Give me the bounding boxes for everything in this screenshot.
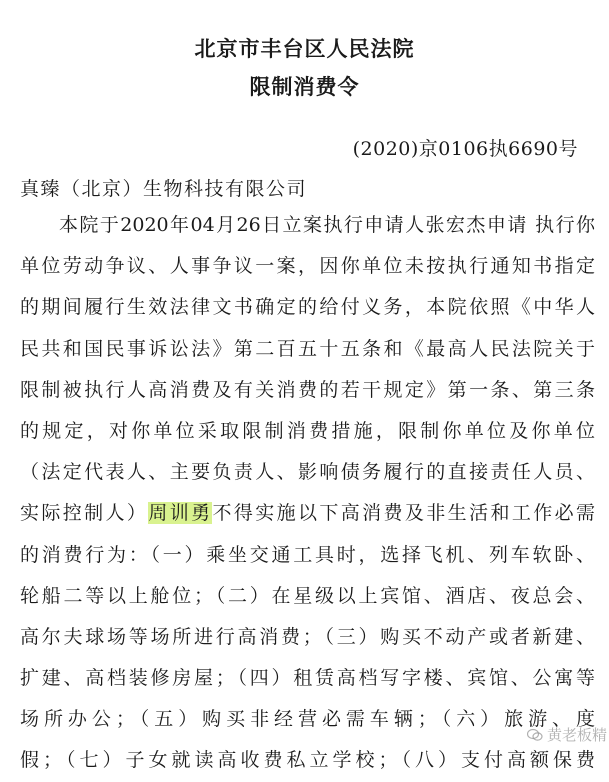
body-line: 限制被执行人高消费及有关消费的若干规定》第一条、第三条 bbox=[20, 378, 595, 401]
order-body bbox=[20, 205, 595, 782]
body-line-highlighted bbox=[20, 493, 595, 534]
order-title: 限制消费令 bbox=[249, 74, 360, 99]
highlighted-name: 周训勇 bbox=[148, 502, 213, 525]
watermark-text: 黄老板精 bbox=[546, 726, 607, 744]
court-name: 北京市丰台区人民法院 bbox=[194, 36, 415, 61]
body-line: 高尔夫球场等场所进行高消费；（三）购买不动产或者新建、 bbox=[20, 625, 595, 648]
body-line: 的规定，对你单位采取限制消费措施，限制你单位及你单位 bbox=[20, 419, 595, 442]
body-line: （法定代表人、主要负责人、影响债务履行的直接责任人员、 bbox=[20, 461, 595, 484]
body-line: 轮船二等以上舱位；（二）在星级以上宾馆、酒店、夜总会、 bbox=[20, 584, 595, 607]
body-line: 民共和国民事诉讼法》第二百五十五条和《最高人民法院关于 bbox=[20, 337, 595, 360]
watermark bbox=[527, 724, 607, 745]
wechat-icon bbox=[527, 728, 543, 742]
line-text-after: 不得实施以下高消费及非生活和工作必需 bbox=[212, 502, 595, 525]
body-line: 的期间履行生效法律文书确定的给付义务，本院依照《中华人 bbox=[20, 296, 595, 319]
document-number: (2020)京0106执6690号 bbox=[352, 138, 578, 160]
body-line: 本院于2020年04月26日立案执行申请人张宏杰申请 执行你 bbox=[59, 214, 595, 236]
body-line: 单位劳动争议、人事争议一案，因你单位未按执行通知书指定 bbox=[20, 255, 595, 278]
addressee: 真臻（北京）生物科技有限公司 bbox=[20, 178, 308, 200]
body-line: 假；（七）子女就读高收费私立学校；（八）支付高额保费 bbox=[20, 749, 595, 772]
line-text-before: 实际控制人） bbox=[20, 502, 149, 525]
body-line: 扩建、高档装修房屋；（四）租赁高档写字楼、宾馆、公寓等 bbox=[20, 667, 595, 690]
body-line: 的消费行为：（一）乘坐交通工具时，选择飞机、列车软卧、 bbox=[20, 543, 595, 566]
body-line: 场所办公；（五）购买非经营必需车辆；（六）旅游、度 bbox=[20, 708, 595, 731]
